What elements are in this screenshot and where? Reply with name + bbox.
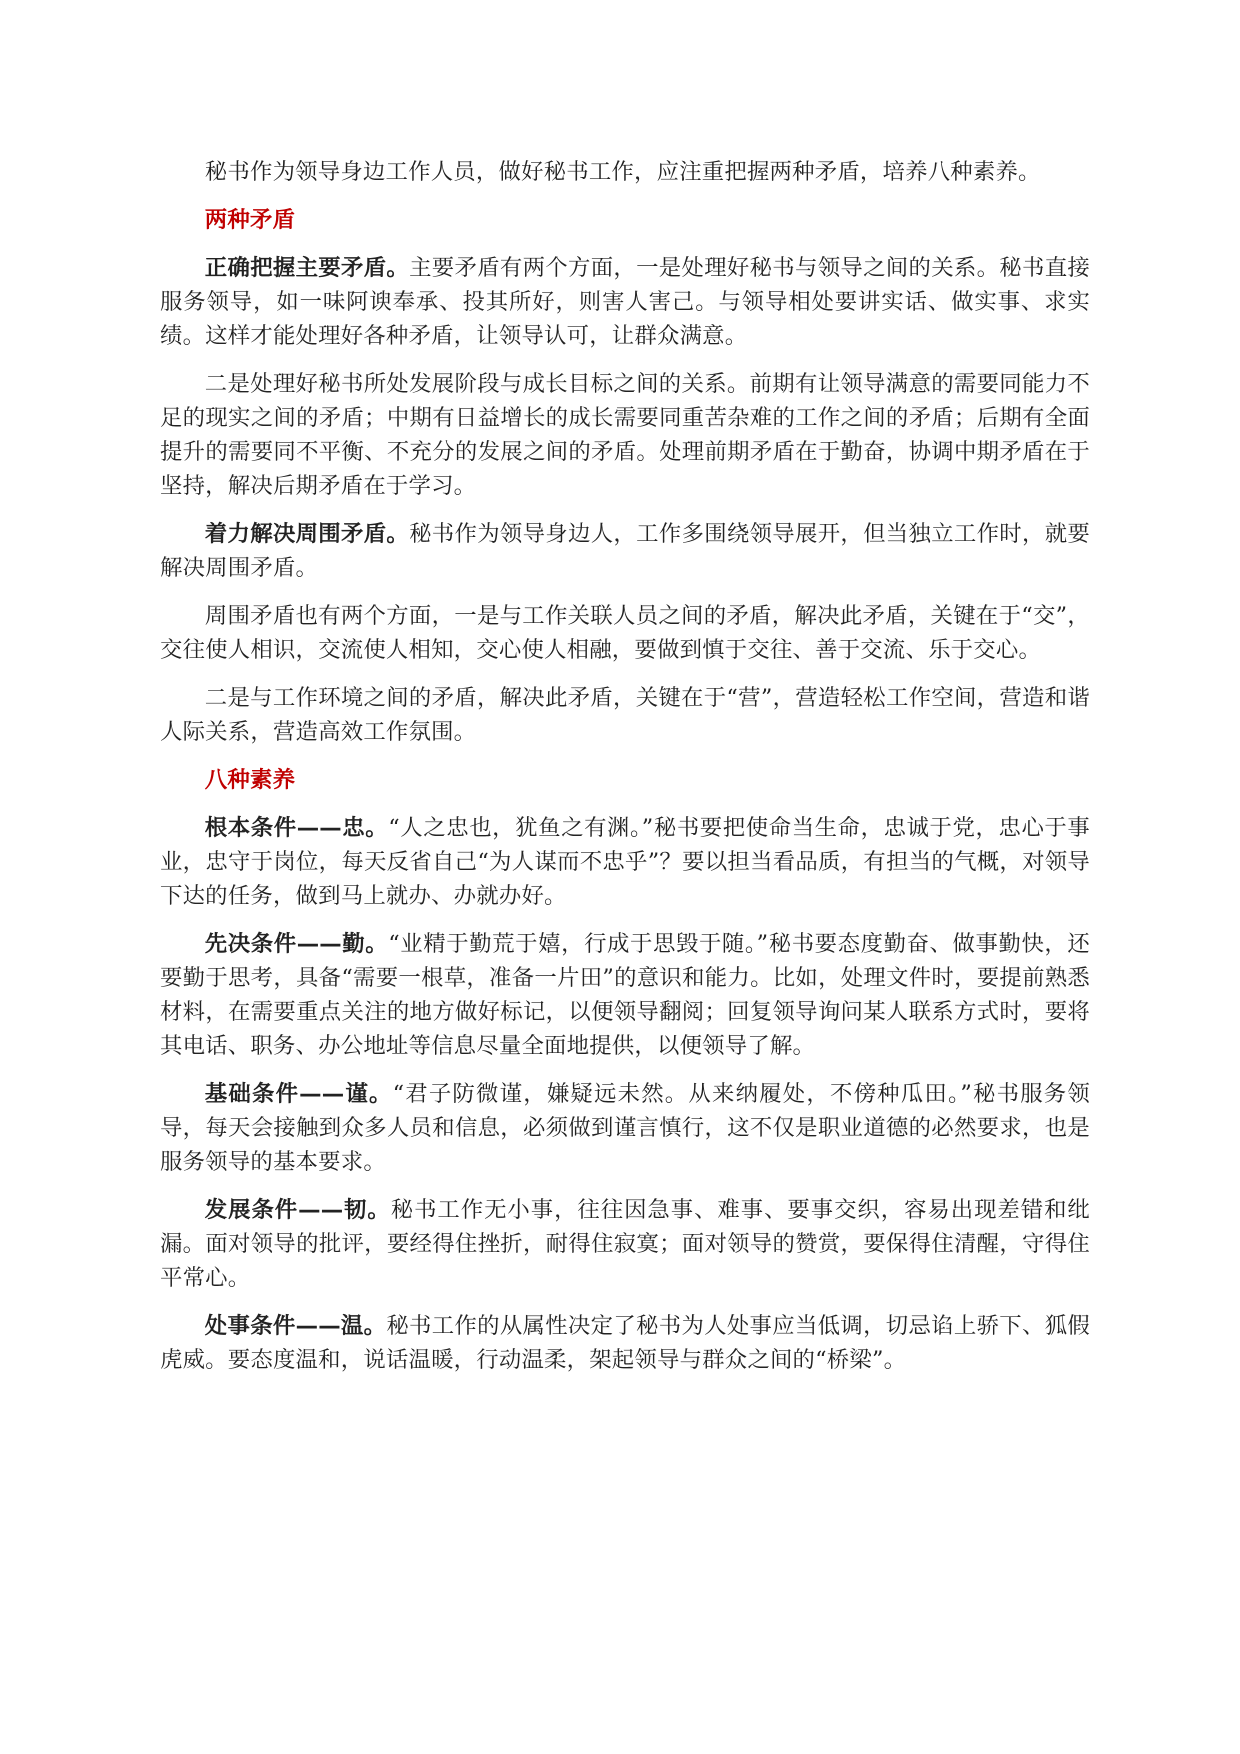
- section-heading-two-contradictions: 两种矛盾: [204, 207, 296, 233]
- paragraph-lead: 着力解决周围矛盾。: [204, 521, 410, 547]
- paragraph-work-environment: [160, 681, 1090, 749]
- paragraph-lead: 基础条件——谨。: [204, 1081, 393, 1107]
- paragraph-loyalty: [160, 811, 1090, 913]
- document-page: [160, 155, 1090, 1391]
- paragraph-text: 二是处理好秘书所处发展阶段与成长目标之间的关系。前期有让领导满意的需要同能力不足的现实之间的矛盾；中期有日益增长的成长需要同重苦杂难的工作之间的矛盾；后期有全面提升的需要同不平衡、不充分的发展之间的矛盾。处理前期矛盾在于勤奋，协调中期矛盾在于坚持，解决后期矛盾在于学习。: [160, 371, 1090, 499]
- paragraph-main-contradiction: [160, 251, 1090, 353]
- paragraph-colleague-relations: [160, 599, 1090, 667]
- section-heading-eight-qualities: 八种素养: [204, 767, 296, 793]
- paragraph-surrounding-contradiction: [160, 517, 1090, 585]
- paragraph-growth-stages: [160, 367, 1090, 503]
- paragraph-text: 二是与工作环境之间的矛盾，解决此矛盾，关键在于“营”，营造轻松工作空间，营造和谐人际关系，营造高效工作氛围。: [160, 685, 1090, 745]
- paragraph-lead: 处事条件——温。: [204, 1313, 387, 1339]
- paragraph-diligence: [160, 927, 1090, 1063]
- paragraph-text: “业精于勤荒于嬉，行成于思毁于随。”秘书要态度勤奋、做事勤快，还要勤于思考，具备“需要一根草，准备一片田”的意识和能力。比如，处理文件时，要提前熟悉材料，在需要重点关注的地方做好标记，以便领导翻阅；回复领导询问某人联系方式时，要将其电话、职务、办公地址等信息尽量全面地提供，以便领导了解。: [160, 931, 1091, 1059]
- paragraph-gentleness: [160, 1309, 1090, 1377]
- paragraph-text: 秘书作为领导身边人，工作多围绕领导展开，但当独立工作时，就要解决周围矛盾。: [160, 521, 1090, 581]
- paragraph-prudence: [160, 1077, 1090, 1179]
- paragraph-lead: 根本条件——忠。: [204, 815, 389, 841]
- intro-paragraph: [160, 155, 1090, 189]
- paragraph-text: “人之忠也，犹鱼之有渊。”秘书要把使命当生命，忠诚于党，忠心于事业，忠守于岗位，每天反省自己“为人谋而不忠乎”？要以担当看品质，有担当的气概，对领导下达的任务，做到马上就办、办就办好。: [160, 815, 1091, 909]
- paragraph-text: “君子防微谨，嫌疑远未然。从来纳履处，不傍种瓜田。”秘书服务领导，每天会接触到众多人员和信息，必须做到谨言慎行，这不仅是职业道德的必然要求，也是服务领导的基本要求。: [160, 1081, 1090, 1175]
- intro-text: 秘书作为领导身边工作人员，做好秘书工作，应注重把握两种矛盾，培养八种素养。: [204, 159, 1041, 185]
- paragraph-text: 主要矛盾有两个方面，一是处理好秘书与领导之间的关系。秘书直接服务领导，如一味阿谀奉承、投其所好，则害人害己。与领导相处要讲实话、做实事、求实绩。这样才能处理好各种矛盾，让领导认可，让群众满意。: [160, 255, 1090, 349]
- paragraph-lead: 正确把握主要矛盾。: [204, 255, 410, 281]
- paragraph-lead: 先决条件——勤。: [204, 931, 389, 957]
- paragraph-tenacity: [160, 1193, 1090, 1295]
- paragraph-text: 秘书工作无小事，往往因急事、难事、要事交织，容易出现差错和纰漏。面对领导的批评，要经得住挫折，耐得住寂寞；面对领导的赞赏，要保得住清醒，守得住平常心。: [160, 1197, 1091, 1291]
- paragraph-text: 秘书工作的从属性决定了秘书为人处事应当低调，切忌谄上骄下、狐假虎威。要态度温和，说话温暖，行动温柔，架起领导与群众之间的“桥梁”。: [160, 1313, 1090, 1373]
- paragraph-lead: 发展条件——韧。: [204, 1197, 391, 1223]
- paragraph-text: 周围矛盾也有两个方面，一是与工作关联人员之间的矛盾，解决此矛盾，关键在于“交”，交往使人相识，交流使人相知，交心使人相融，要做到慎于交往、善于交流、乐于交心。: [160, 603, 1090, 663]
